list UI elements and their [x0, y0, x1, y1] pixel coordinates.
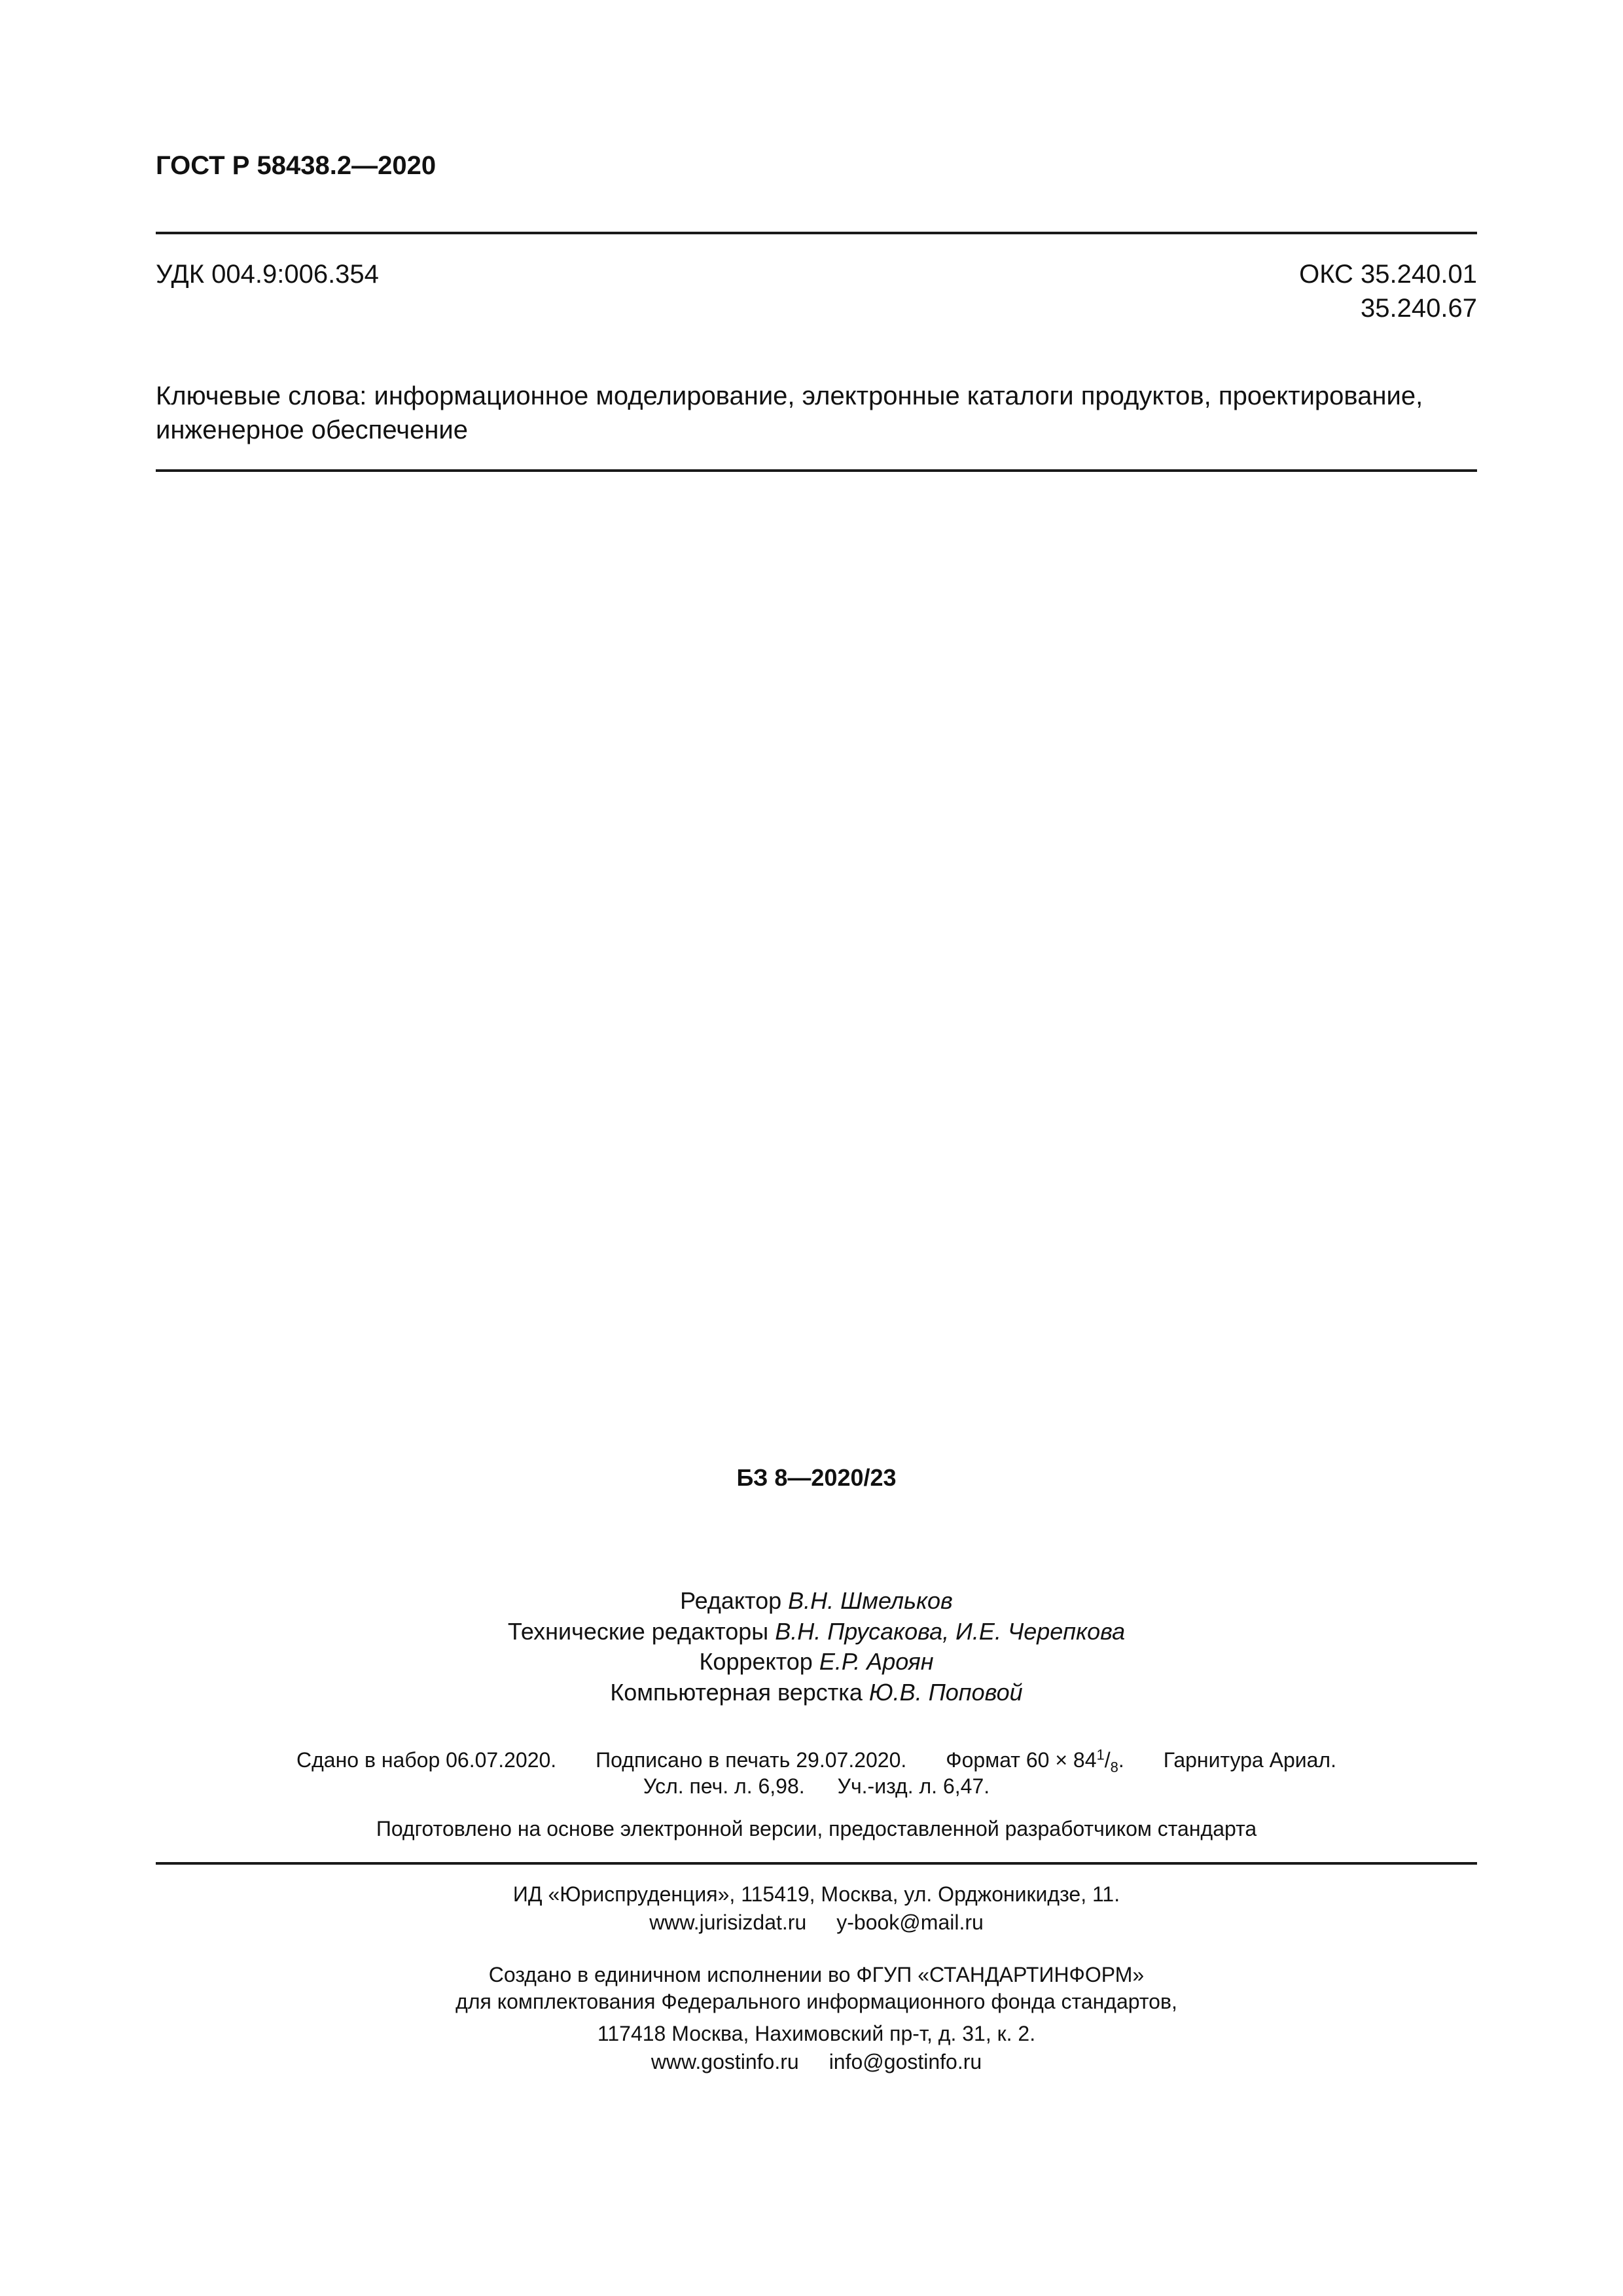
- creator-line-2: для комплектования Федерального информационного фонда стандартов,: [455, 1990, 1177, 2013]
- layout-line: [156, 1677, 1477, 1708]
- submitted-date: Сдано в набор 06.07.2020.: [296, 1748, 557, 1772]
- editor-label: Редактор: [680, 1587, 782, 1614]
- tech-editors-line: [156, 1616, 1477, 1647]
- editor-line: [156, 1585, 1477, 1617]
- udk-code: УДК 004.9:006.354: [156, 260, 379, 289]
- editor-name: В.Н. Шмельков: [788, 1587, 953, 1614]
- corrector-label: Корректор: [699, 1648, 813, 1675]
- keywords-line-1: Ключевые слова: информационное моделирование, электронные каталоги продуктов, проектирование,: [156, 382, 1423, 410]
- corrector-name: Е.Р. Ароян: [819, 1648, 934, 1675]
- publisher-sheets: Уч.-изд. л. 6,47.: [837, 1774, 990, 1798]
- publisher-contacts: [156, 1908, 1477, 1937]
- layout-label: Компьютерная верстка: [610, 1679, 863, 1706]
- oks-code-2: 35.240.67: [1361, 294, 1477, 323]
- signed-date: Подписано в печать 29.07.2020.: [596, 1748, 907, 1772]
- typeface: Гарнитура Ариал.: [1163, 1748, 1336, 1772]
- oks-code-1: ОКС 35.240.01: [1299, 260, 1477, 289]
- creator-address: 117418 Москва, Нахимовский пр-т, д. 31, к. 2.: [597, 2022, 1036, 2045]
- creator-website: www.gostinfo.ru: [651, 2050, 799, 2073]
- publisher-email: y-book@mail.ru: [836, 1910, 984, 1934]
- layout-name: Ю.В. Поповой: [868, 1679, 1023, 1706]
- tech-editors-names: В.Н. Прусакова, И.Е. Черепкова: [775, 1618, 1126, 1645]
- header-divider: [156, 232, 1477, 234]
- creator-email: info@gostinfo.ru: [829, 2050, 982, 2073]
- creator-contacts: [156, 2047, 1477, 2076]
- corrector-line: [156, 1646, 1477, 1677]
- print-info-line-2: [156, 1772, 1477, 1801]
- print-sheets: Усл. печ. л. 6,98.: [643, 1774, 805, 1798]
- standard-code: ГОСТ Р 58438.2—2020: [156, 151, 437, 180]
- keywords-line-2: инженерное обеспечение: [156, 416, 469, 444]
- print-info-line-1: [156, 1746, 1477, 1774]
- tech-editors-label: Технические редакторы: [507, 1618, 769, 1645]
- creator-line-1: Создано в единичном исполнении во ФГУП «СТАНДАРТИНФОРМ»: [488, 1963, 1145, 1986]
- publisher-website: www.jurisizdat.ru: [649, 1910, 807, 1934]
- prepared-note: Подготовлено на основе электронной версии, предоставленной разработчиком стандарта: [376, 1817, 1257, 1840]
- keywords-divider: [156, 469, 1477, 472]
- paper-format: Формат $60 \times 84^1/_8$.: [946, 1746, 1124, 1776]
- imprint-divider: [156, 1862, 1477, 1865]
- bz-number: БЗ 8—2020/23: [736, 1464, 897, 1491]
- publisher-address: ИД «Юриспруденция», 115419, Москва, ул. Орджоникидзе, 11.: [512, 1882, 1120, 1906]
